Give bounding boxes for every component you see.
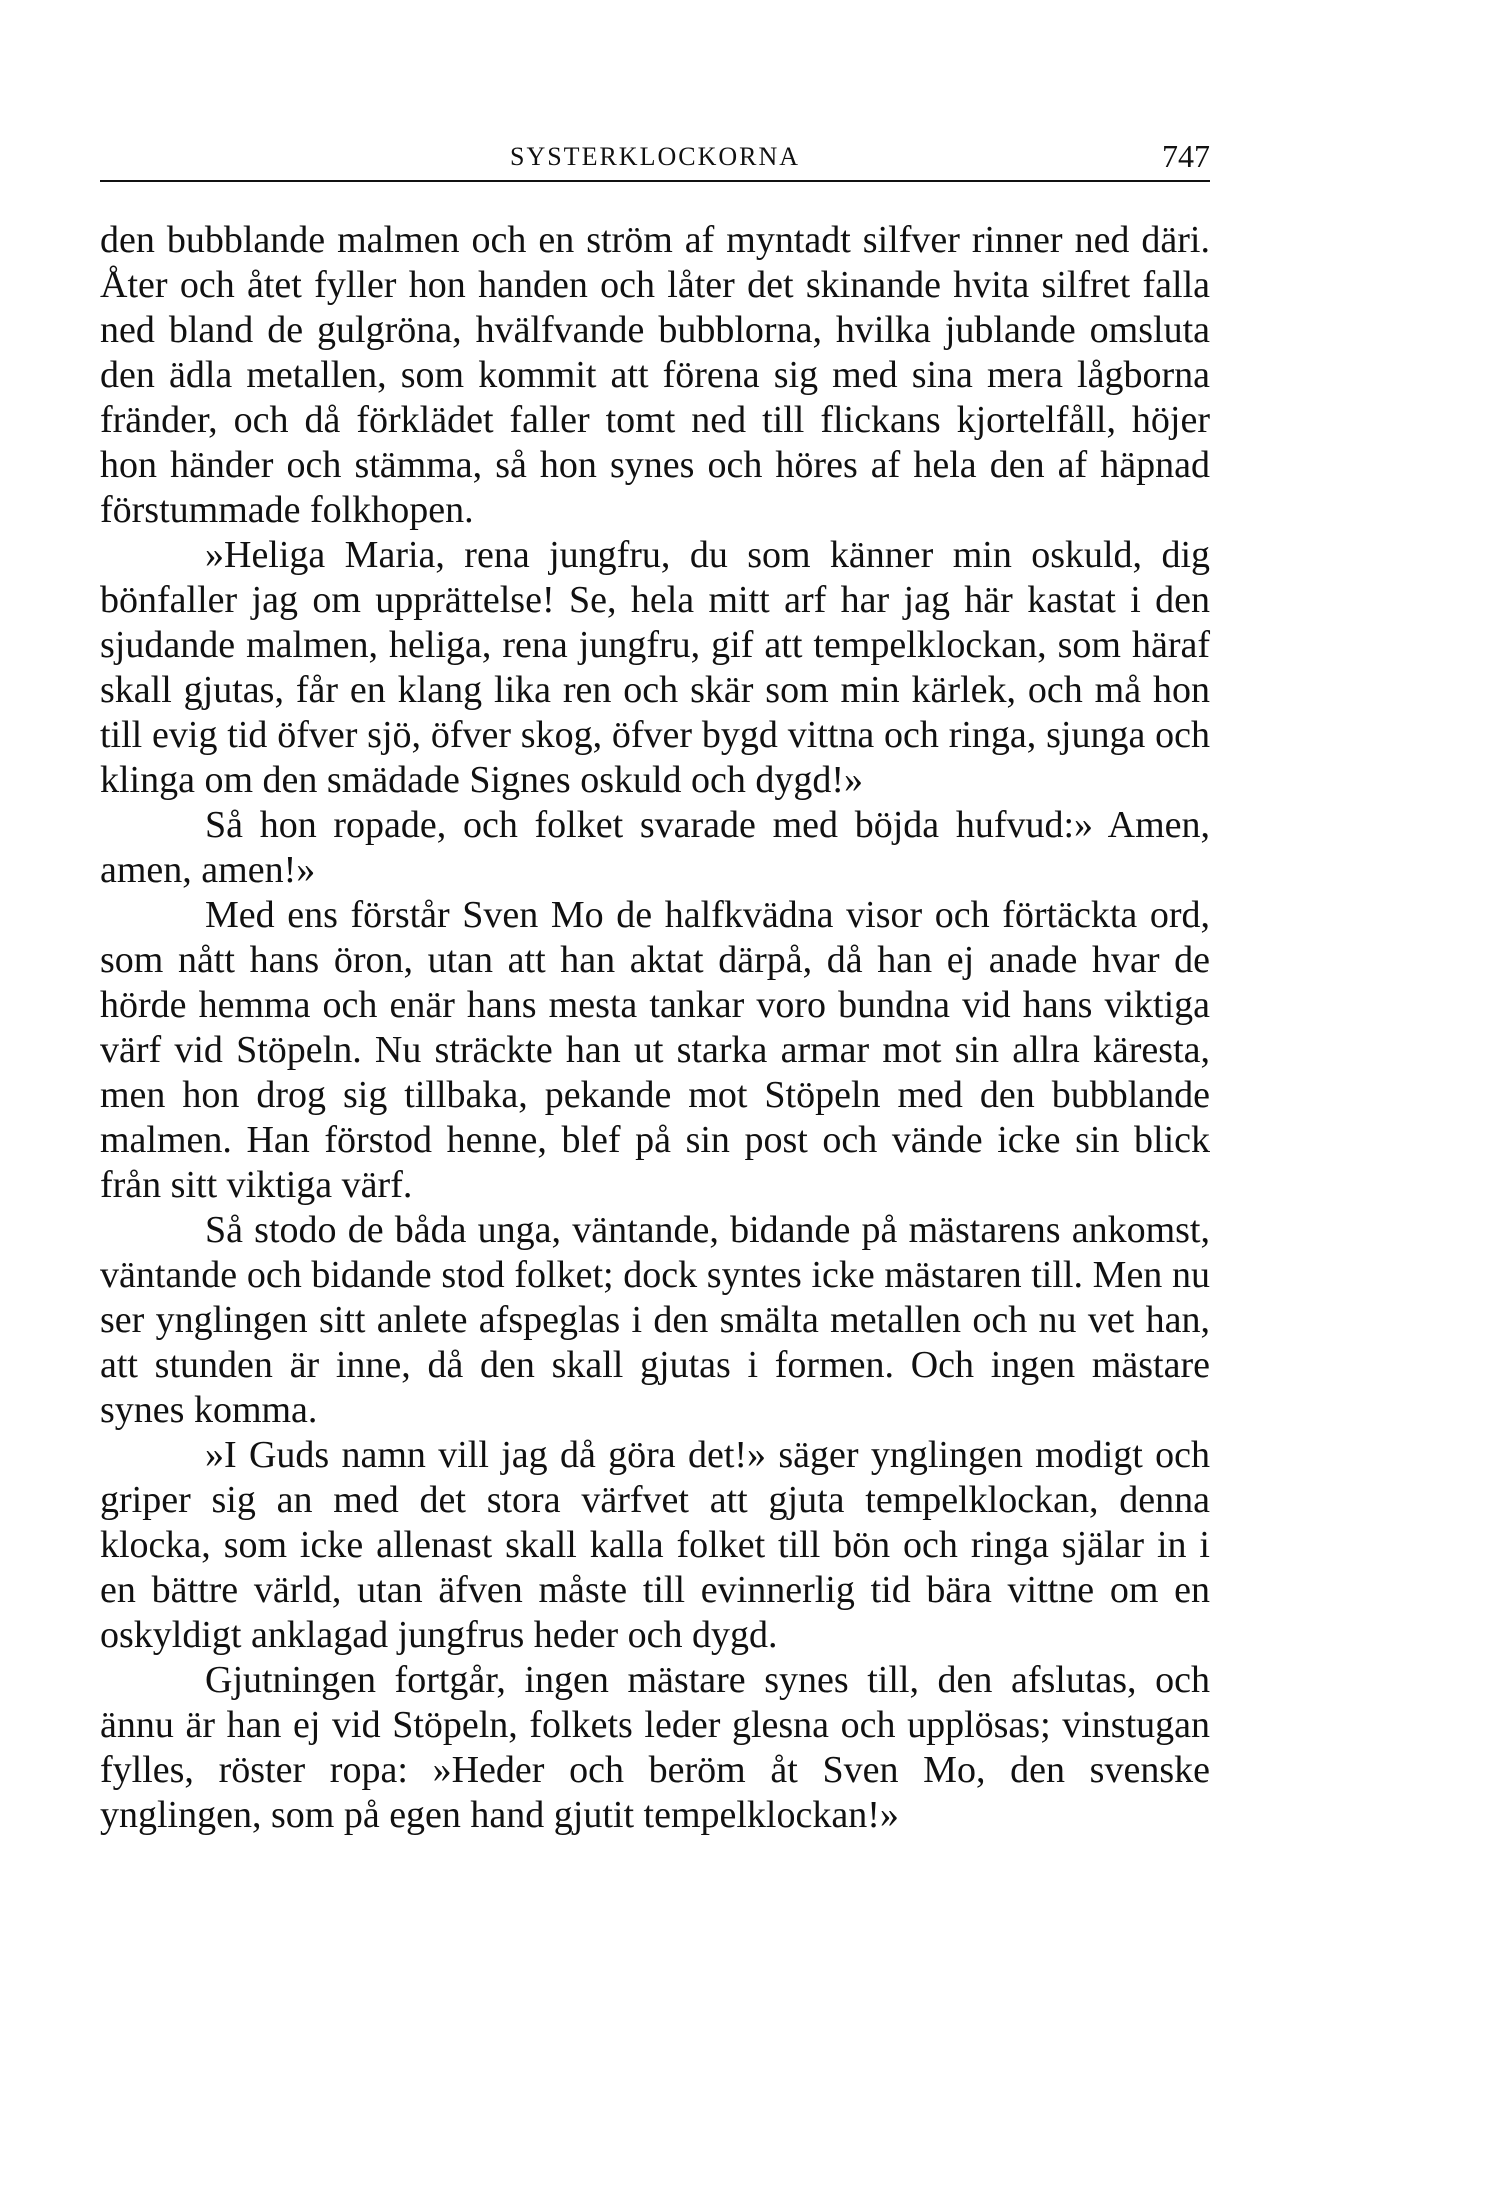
body-text [100, 218, 1210, 1838]
page-number: 747 [1162, 138, 1210, 174]
book-page [100, 130, 1210, 1838]
running-head-title: SYSTERKLOCKORNA [509, 142, 801, 171]
paragraph: Så stodo de båda unga, väntande, bidande på mästarens ankomst, väntande och bidande stod folket; dock syntes icke mästaren till. Men nu ser ynglingen sitt anlete afspeglas i den smälta metallen och nu vet han, att stunden är inne, då den skall gjutas i formen. Och ingen mästare synes komma. [100, 1209, 1210, 1431]
paragraph: Så hon ropade, och folket svarade med böjda hufvud:» Amen, amen, amen!» [100, 804, 1210, 891]
paragraph: »Heliga Maria, rena jungfru, du som känner min oskuld, dig bönfaller jag om upprättelse! Se, hela mitt arf har jag här kastat i den sjudande malmen, heliga, rena jungfru, gif att tempelklockan, som häraf skall gjutas, får en klang lika ren och skär som min kärlek, och må hon till evig tid öfver sjö, öfver skog, öfver bygd vittna och ringa, sjunga och klinga om den smädade Signes oskuld och dygd!» [100, 534, 1210, 801]
paragraph: »I Guds namn vill jag då göra det!» säger ynglingen modigt och griper sig an med det stora värfvet att gjuta tempelklockan, denna klocka, som icke allenast skall kalla folket till bön och ringa själar in i en bättre värld, utan äfven måste till evinnerlig tid bära vittne om en oskyldigt anklagad jungfrus heder och dygd. [100, 1434, 1210, 1656]
paragraph: Med ens förstår Sven Mo de halfkvädna visor och förtäckta ord, som nått hans öron, utan att han aktat därpå, då han ej anade hvar de hörde hemma och enär hans mesta tankar voro bundna vid hans viktiga värf vid Stöpeln. Nu sträckte han ut starka armar mot sin allra käresta, men hon drog sig tillbaka, pekande mot Stöpeln med den bubblande malmen. Han förstod henne, blef på sin post och vände icke sin blick från sitt viktiga värf. [100, 894, 1210, 1206]
paragraph: Gjutningen fortgår, ingen mästare synes till, den afslutas, och ännu är han ej vid Stöpeln, folkets leder glesna och upplösas; vinstugan fylles, röster ropa: »Heder och beröm åt Sven Mo, den svenske ynglingen, som på egen hand gjutit tempelklockan!» [100, 1659, 1210, 1836]
paragraph: den bubblande malmen och en ström af myntadt silfver rinner ned däri. Åter och åtet fyller hon handen och låter det skinande hvita silfret falla ned bland de gulgröna, hvälfvande bubblorna, hvilka jublande omsluta den ädla metallen, som kommit att förena sig med sina mera lågborna fränder, och då förklädet faller tomt ned till flickans kjortelfåll, höjer hon händer och stämma, så hon synes och höres af hela den af häpnad förstummade folkhopen. [100, 219, 1210, 531]
running-head [100, 130, 1210, 182]
